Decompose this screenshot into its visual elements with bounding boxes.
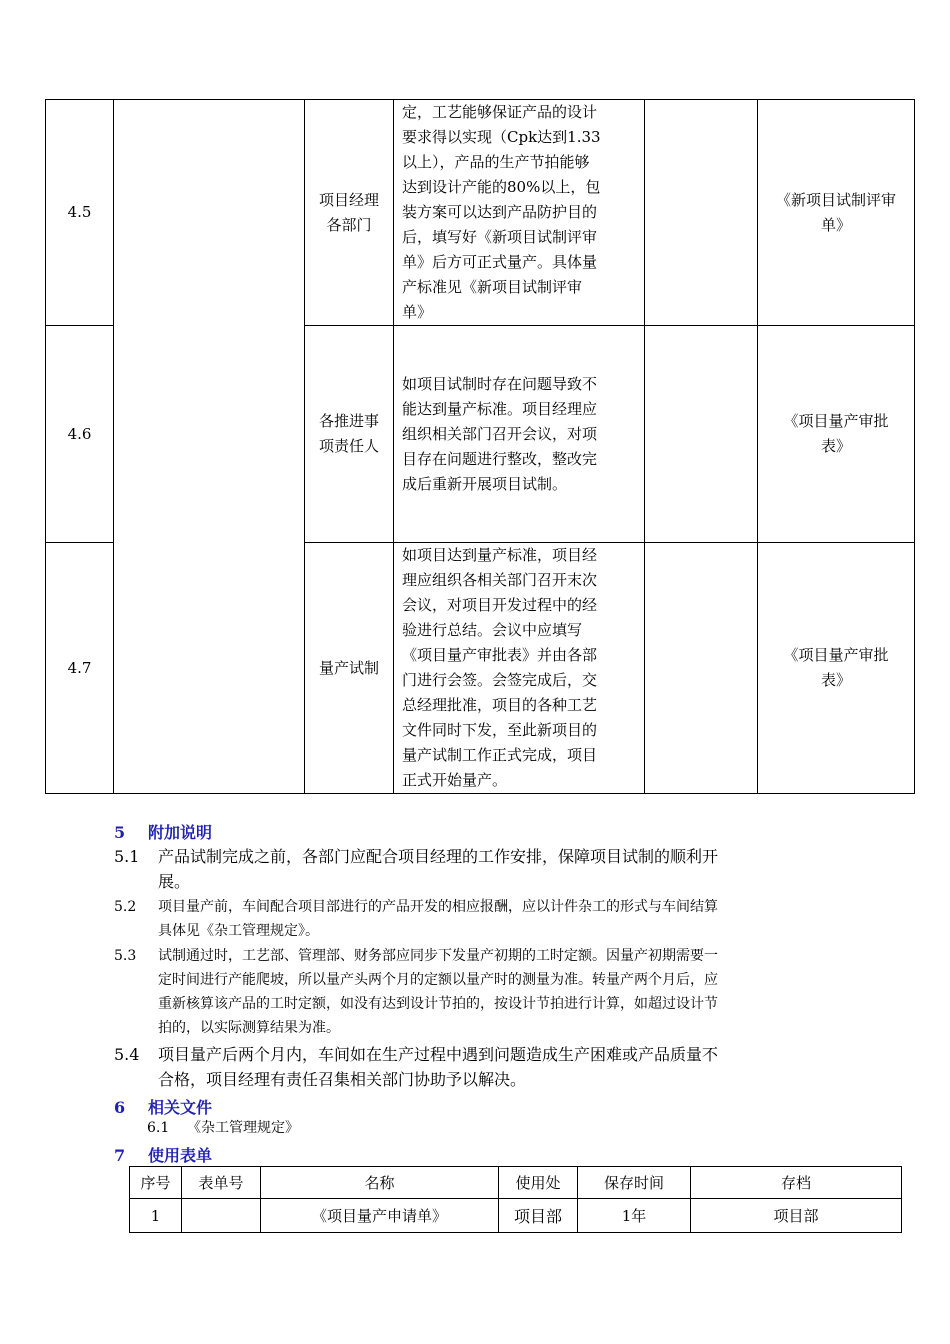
step-description: 如项目试制时存在问题导致不 能达到量产标准。项目经理应 组织相关部门召开会议，对项 目存在问题进行整改，整改完 成后重新开展项目试制。 xyxy=(402,374,598,493)
section-5-item: 5.2 项目量产前，车间配合项目部进行的产品开发的相应报酬，应以计件杂工的形式与车间结算 具体见《杂工管理规定》。 xyxy=(114,899,718,939)
empty-cell xyxy=(645,326,758,543)
responsible-dept: 项目经理 各部门 xyxy=(318,190,379,234)
row-number: 4.7 xyxy=(46,543,114,794)
column-header: 序号 xyxy=(130,1167,182,1199)
section-5-item: 5.3 试制通过时，工艺部、管理部、财务部应同步下发量产初期的工时定额。因量产初期需要一 定时间进行产能爬坡，所以量产头两个月的定额以量产时的测量为准。转量产两个月后，应 重新核算该产品的工时定额，如没有达到设计节拍的，按设计节拍进行计算，如超过设计节 拍的，以实际测算结果为准。 xyxy=(114,948,718,1036)
step-description: 如项目达到量产标准，项目经 理应组织各相关部门召开末次 会议，对项目开发过程中的经 验进行总结。会议中应填写 《项目量产审批表》并由各部 门进行会签。会签完成后，交 总经理批准，项目的各种工艺 文件同时下发，至此新项目的 量产试制工作正式完成，项目 正式开始量产。 xyxy=(402,546,598,789)
table-cell: 项目部 xyxy=(691,1199,902,1233)
table-cell: 项目部 xyxy=(499,1199,578,1233)
column-header: 名称 xyxy=(261,1167,499,1199)
column-header: 保存时间 xyxy=(578,1167,691,1199)
section-6-heading: 6 相关文件 xyxy=(114,1098,213,1117)
table-cell xyxy=(182,1199,261,1233)
empty-cell xyxy=(645,100,758,326)
row-number: 4.6 xyxy=(46,326,114,543)
step-description: 定，工艺能够保证产品的设计 要求得以实现（Cpk达到1.33 以上），产品的生产节拍能够 达到设计产能的80%以上，包 装方案可以达到产品防护目的 后，填写好《新项目试制评审 单》后方可正式量产。具体量 产标准见《新项目试制评审 单》 xyxy=(402,103,601,321)
table-row xyxy=(130,1199,902,1233)
section-6-item: 6.1 《杂工管理规定》 xyxy=(147,1120,299,1136)
column-header: 表单号 xyxy=(182,1167,261,1199)
table-cell: 《项目量产申请单》 xyxy=(261,1199,499,1233)
related-form: 《新项目试制评审 单》 xyxy=(775,190,896,234)
responsible-dept: 各推进事 项责任人 xyxy=(318,412,379,455)
empty-cell xyxy=(645,543,758,794)
section-5-item: 5.4 项目量产后两个月内，车间如在生产过程中遇到问题造成生产困难或产品质量不 合格，项目经理有责任召集相关部门协助予以解决。 xyxy=(114,1045,719,1089)
section-5-item: 5.1 产品试制完成之前，各部门应配合项目经理的工作安排，保障项目试制的顺利开 展。 xyxy=(114,847,719,891)
section-5-heading: 5 附加说明 xyxy=(114,823,213,842)
column-header: 存档 xyxy=(691,1167,902,1199)
related-form: 《项目量产审批 表》 xyxy=(783,412,889,455)
row-number: 4.5 xyxy=(46,100,114,326)
procedure-table xyxy=(45,99,915,794)
forms-table xyxy=(129,1166,902,1233)
column-header: 使用处 xyxy=(499,1167,578,1199)
merged-empty-cell xyxy=(114,100,305,794)
forms-table-header xyxy=(130,1167,902,1199)
responsible-dept: 量产试制 xyxy=(318,658,379,677)
section-7-heading: 7 使用表单 xyxy=(114,1146,213,1165)
related-form: 《项目量产审批 表》 xyxy=(783,646,889,689)
table-cell: 1 xyxy=(130,1199,182,1233)
table-cell: 1年 xyxy=(578,1199,691,1233)
table-row xyxy=(46,100,915,326)
